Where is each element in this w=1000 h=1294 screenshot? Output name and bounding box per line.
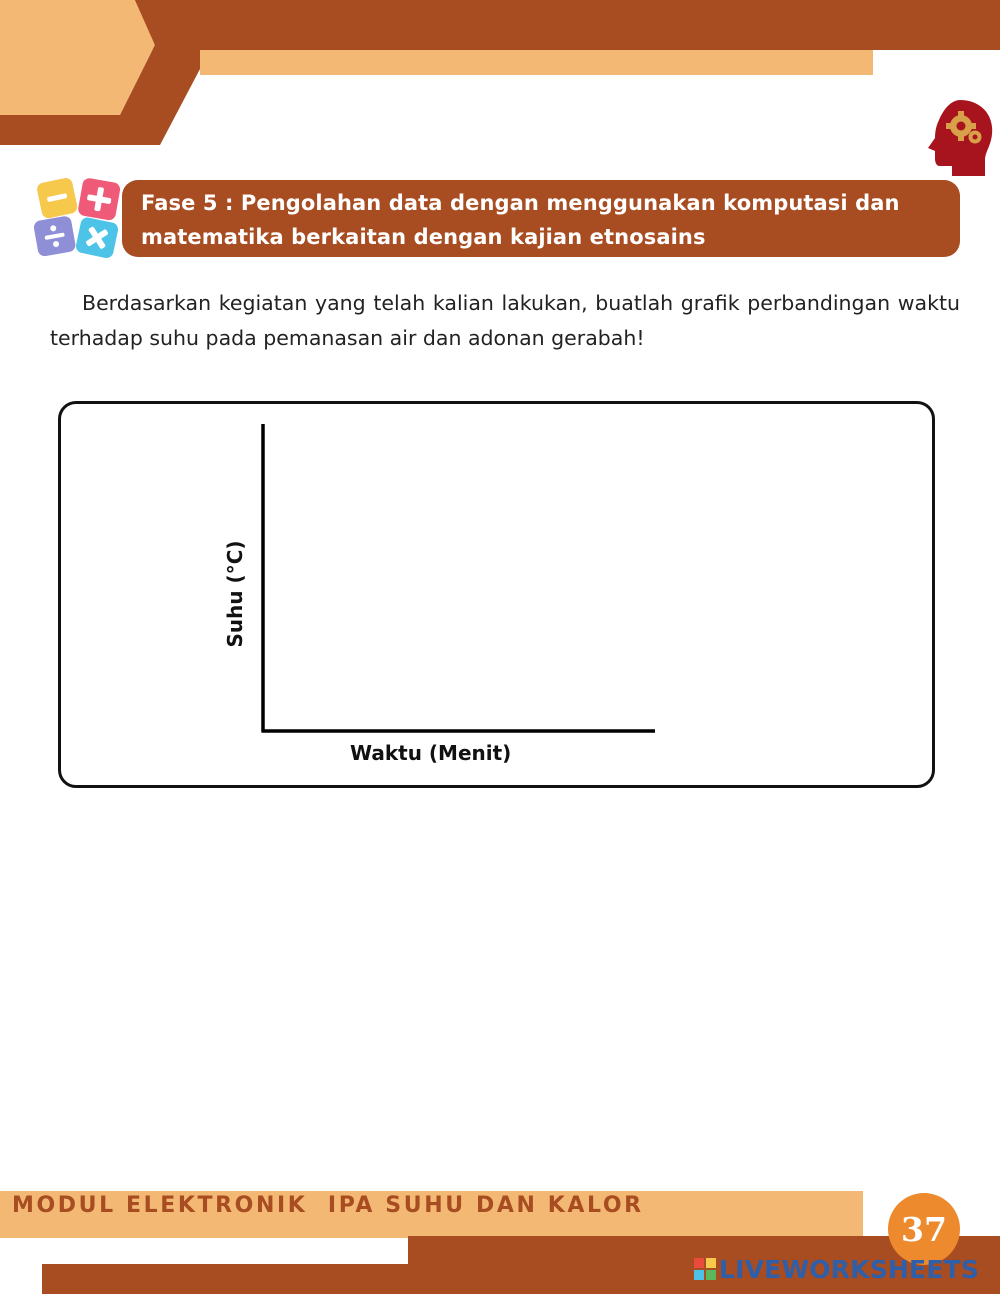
liveworksheets-icon [694,1258,716,1280]
header-decoration [0,0,1000,150]
head-gears-icon [922,96,996,180]
x-axis-label: Waktu (Menit) [350,741,512,765]
phase-banner [122,180,960,257]
liveworksheets-text: LIVEWORKSHEETS [719,1254,980,1284]
phase-title: Fase 5 : Pengolahan data dengan menggunakan komputasi dan matematika berkaitan dengan kajian etnosains [141,191,900,249]
page-number-badge: 37 [888,1193,960,1265]
calculator-symbols-icon [28,172,128,264]
graph-axes [58,401,935,788]
y-axis-label: Suhu (°C) [223,540,247,648]
footer-title: MODUL ELEKTRONIK IPA SUHU DAN KALOR [12,1193,644,1218]
instruction-text: Berdasarkan kegiatan yang telah kalian lakukan, buatlah grafik perbandingan waktu terhadap suhu pada pemanasan air dan adonan gerabah! [50,291,960,350]
liveworksheets-logo[interactable] [694,1254,979,1284]
